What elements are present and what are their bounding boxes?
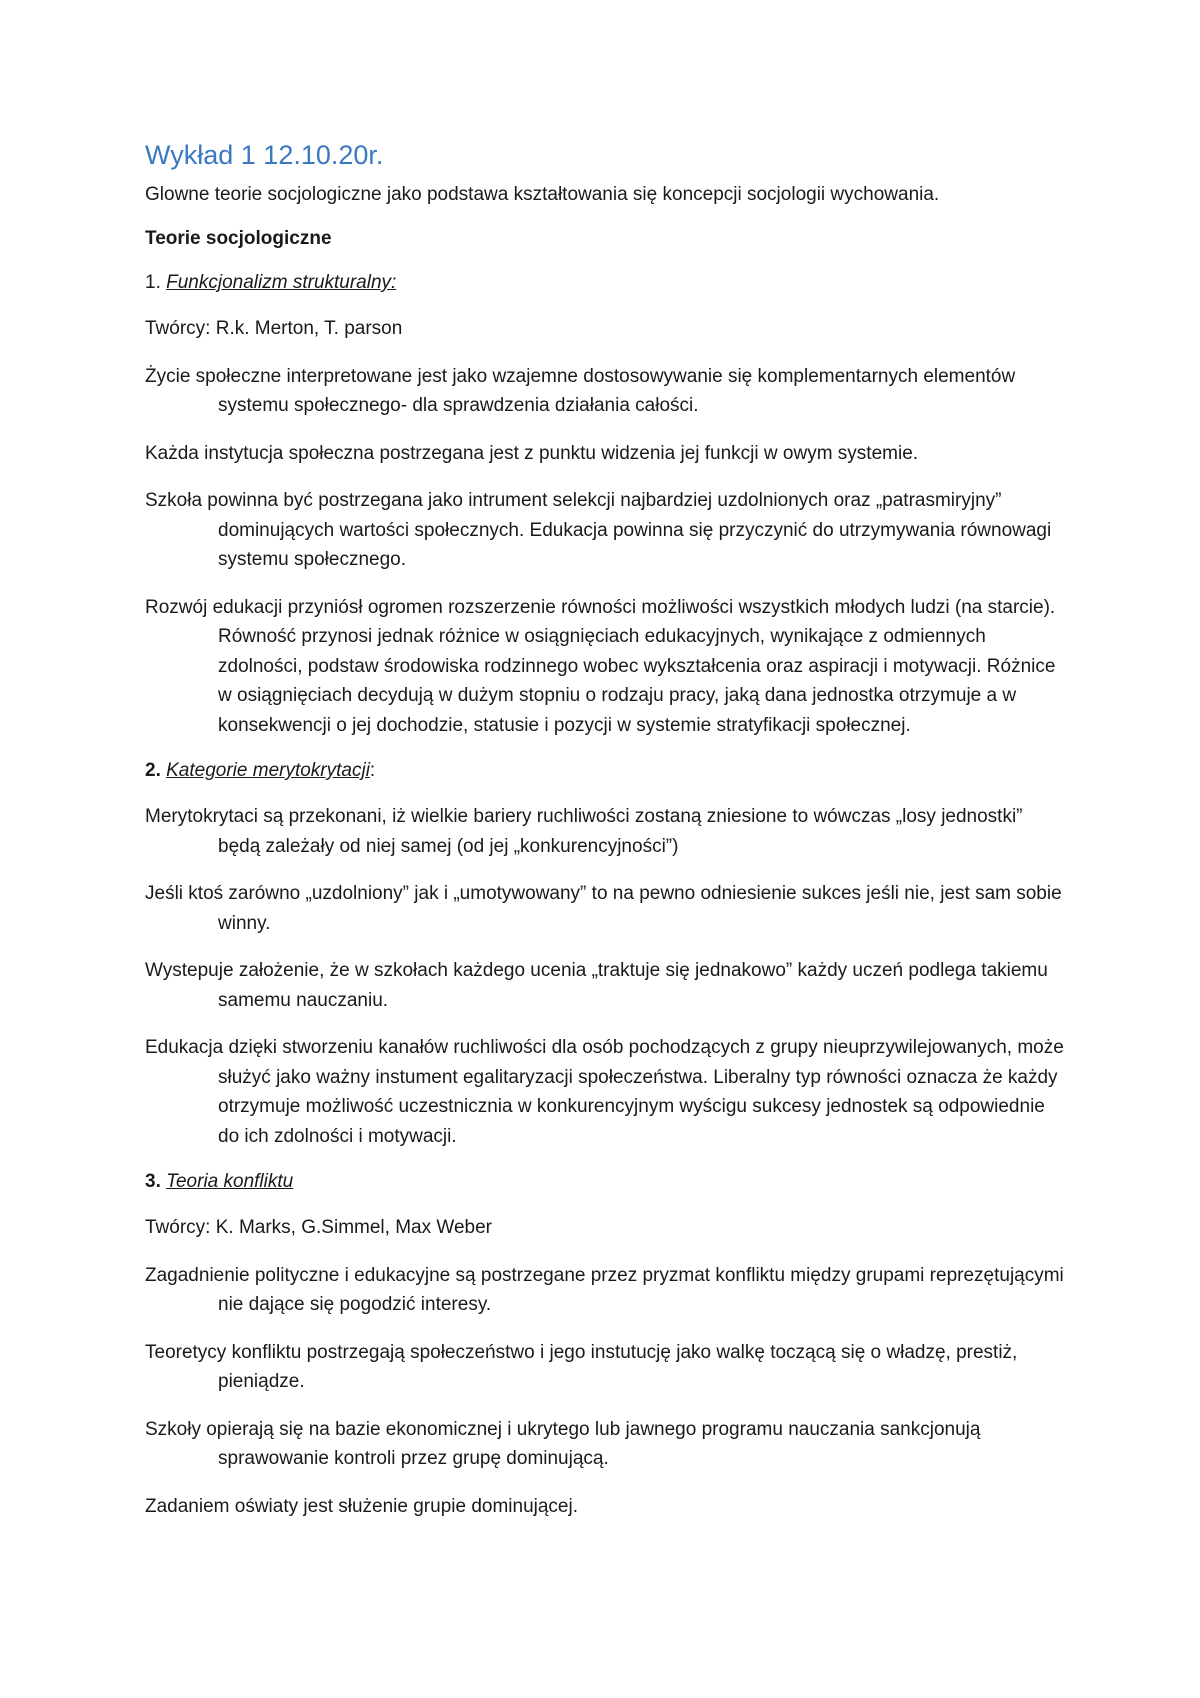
section-3-authors: Twórcy: K. Marks, G.Simmel, Max Weber [145,1217,492,1238]
document-page [145,138,1065,1539]
section-2-paragraph-3: Wystepuje założenie, że w szkołach każdego ucenia „traktuje się jednakowo” każdy uczeń podlega takiemu samemu nauczaniu. [145,960,1048,1011]
lecture-title: Wykład 1 12.10.20r. [145,140,384,170]
section-2-name: Kategorie merytokrytacji [166,760,370,781]
section-3-name: Teoria konfliktu [166,1171,294,1192]
section-1-paragraph-4: Rozwój edukacji przyniósł ogromen rozszerzenie równości możliwości wszystkich młodych ludzi (na starcie). Równość przynosi jednak różnice w osiągnięciach edukacyjnych, wynikające z odmiennych zdolności, podstaw środowiska rodzinnego wobec wykształcenia oraz aspiracji i motywacji. Różnice w osiągnięciach decydują w dużym stopniu o rodzaju pracy, jaką dana jednostka otrzymuje a w konsekwencji o jej dochodzie, statusie i pozycji w systemie stratyfikacji społecznej. [145,596,1056,736]
section-3-paragraph-4: Zadaniem oświaty jest służenie grupie dominującej. [145,1495,579,1517]
section-2-suffix: : [369,760,376,781]
section-3-number: 3. [145,1171,167,1192]
section-1-paragraph-2: Każda instytucja społeczna postrzegana jest z punktu widzenia jej funkcji w owym systemie. [145,442,919,464]
section-3-paragraph-2: Teoretycy konfliktu postrzegają społeczeństwo i jego instutucję jako walkę toczącą się o władzę, prestiż, pieniądze. [145,1341,1018,1392]
section-3-paragraph-1: Zagadnienie polityczne i edukacyjne są postrzegane przez pryzmat konfliktu między grupami reprezętującymi nie dające się pogodzić interesy. [145,1264,1064,1315]
section-1-name: Funkcjonalizm strukturalny: [166,272,397,293]
section-3-paragraph-3: Szkoły opierają się na bazie ekonomicznej i ukrytego lub jawnego programu nauczania sankcjonują sprawowanie kontroli przez grupę dominującą. [145,1418,981,1469]
section-1-authors: Twórcy: R.k. Merton, T. parson [145,318,403,339]
section-2-heading [145,758,1065,784]
section-2-paragraph-1: Merytokrytaci są przekonani, iż wielkie bariery ruchliwości zostaną zniesione to wówczas „losy jednostki” będą zależały od niej samej (od jej „konkurencyjności”) [145,806,1023,857]
lecture-subtitle: Glowne teorie socjologiczne jako podstawa kształtowania się koncepcji socjologii wychowania. [145,184,940,205]
section-1-paragraph-1: Życie społeczne interpretowane jest jako wzajemne dostosowywanie się komplementarnych elementów systemu społecznego- dla sprawdzenia działania całości. [145,365,1016,416]
section-1-number: 1. [145,272,167,293]
section-3-heading [145,1169,1065,1195]
section-2-paragraph-2: Jeśli ktoś zarówno „uzdolniony” jak i „umotywowany” to na pewno odniesienie sukces jeśli nie, jest sam sobie winny. [145,883,1062,934]
section-2-number: 2. [145,760,167,781]
section-2-paragraph-4: Edukacja dzięki stworzeniu kanałów ruchliwości dla osób pochodzących z grupy nieuprzywilejowanych, może służyć jako ważny instument egalitaryzacji społeczeństwa. Liberalny typ równości oznacza że każdy otrzymuje możliwość uczestnicznia w konkurencyjnym wyścigu sukcesy jednostek są odpowiednie do ich zdolności i motywacji. [145,1037,1064,1147]
section-heading: Teorie socjologiczne [145,228,332,249]
section-1-heading [145,270,1065,296]
section-1-paragraph-3: Szkoła powinna być postrzegana jako intrument selekcji najbardziej uzdolnionych oraz „patrasmiryjny” dominujących wartości społecznych. Edukacja powinna się przyczynić do utrzymywania równowagi systemu społecznego. [145,490,1052,570]
